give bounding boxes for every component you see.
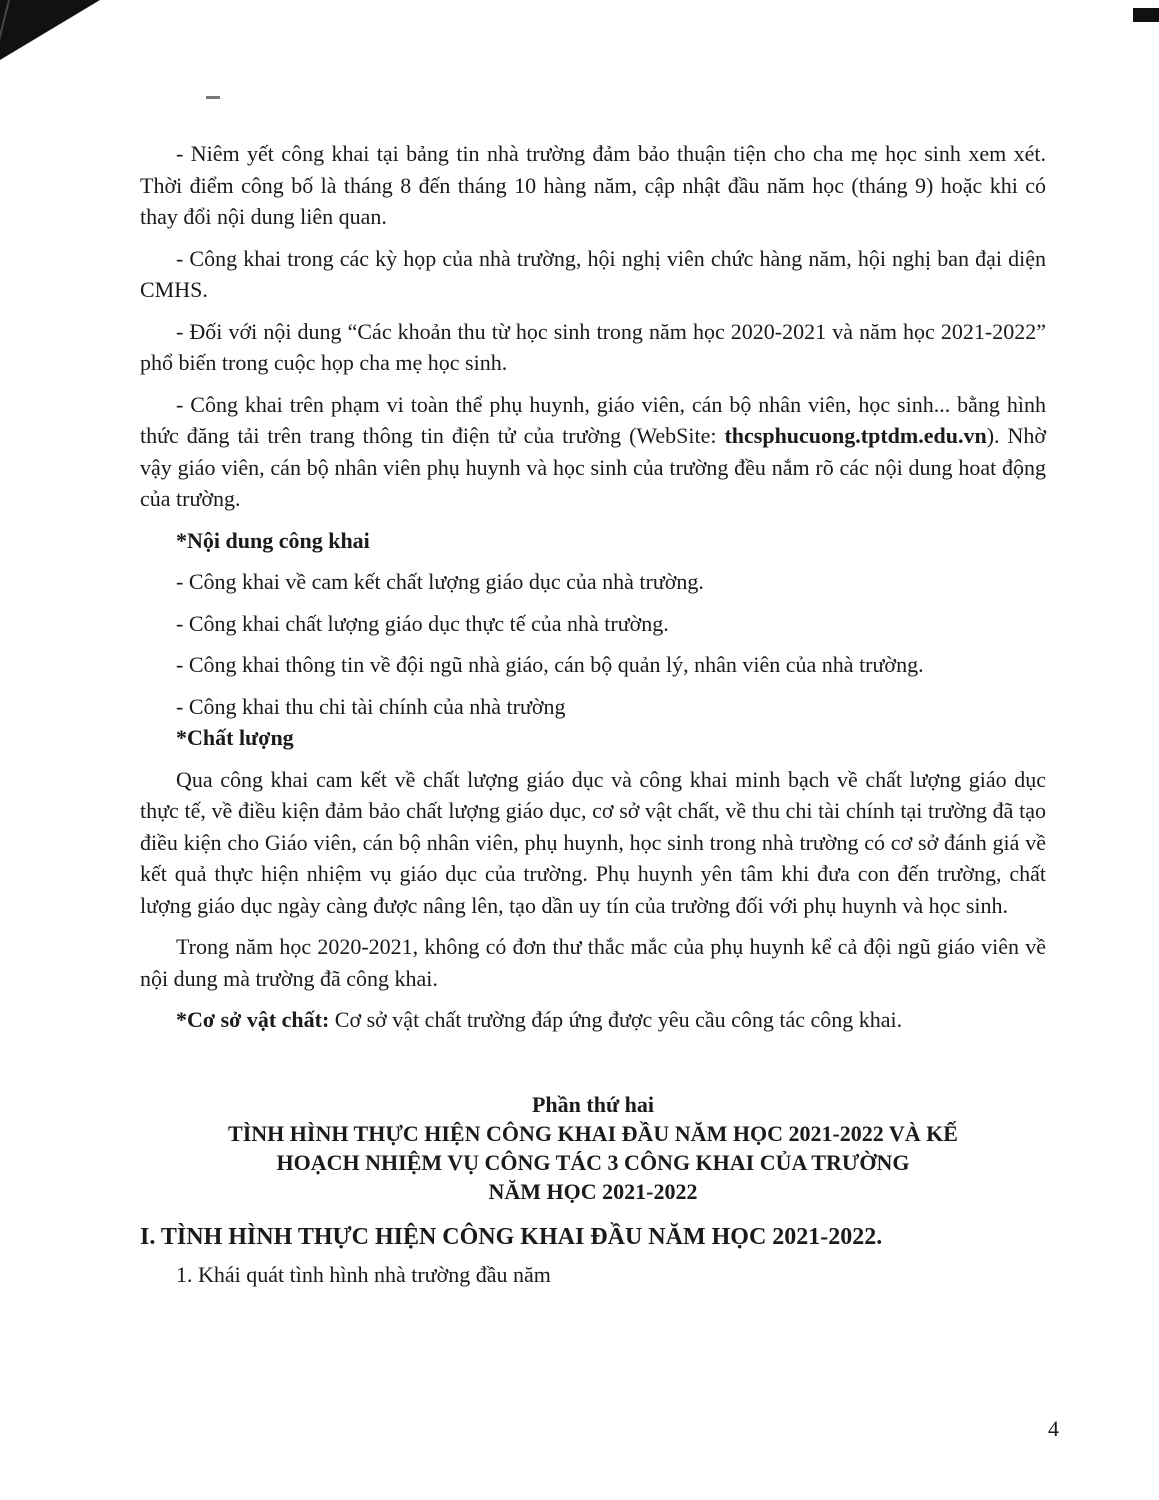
part-two-title-line2: HOẠCH NHIỆM VỤ CÔNG TÁC 3 CÔNG KHAI CỦA TRƯỜNG [276, 1149, 910, 1175]
facilities-text: Cơ sở vật chất trường đáp ứng được yêu cầu công tác công khai. [329, 1007, 903, 1032]
paragraph-meetings: - Công khai trong các kỳ họp của nhà trường, hội nghị viên chức hàng năm, hội nghị ban đại diện CMHS. [140, 245, 1046, 302]
paragraph-bulletin: - Niêm yết công khai tại bảng tin nhà trường đảm bảo thuận tiện cho cha mẹ học sinh xem xét. Thời điểm công bố là tháng 8 đến tháng 10 hàng năm, cập nhật đầu năm học (tháng 9) hoặc khi có thay đổi nội dung liên quan. [140, 141, 1046, 229]
part-two-title-line3: NĂM HỌC 2021-2022 [488, 1178, 698, 1204]
part-two-title-line1: TÌNH HÌNH THỰC HIỆN CÔNG KHAI ĐẦU NĂM HỌC 2021-2022 VÀ KẾ [228, 1120, 958, 1146]
heading-chat-luong: *Chất lượng [176, 725, 294, 750]
list-item: - Công khai về cam kết chất lượng giáo dục của nhà trường. [176, 569, 704, 594]
website-text-before: - Công khai trên phạm vi toàn thể phụ huynh, giáo viên, cán bộ nhân viên, học sinh... bằng hình thức đăng tải trên trang thông tin điện tử của trường (WebSite: [140, 391, 1046, 448]
part-two-label: Phần thứ hai [531, 1091, 655, 1117]
scan-corner-mark [0, 0, 100, 60]
list-item: - Công khai thu chi tài chính của nhà trường [176, 693, 566, 719]
website-link[interactable]: thcsphucuong.tptdm.edu.vn [724, 423, 987, 448]
scan-speck [206, 96, 220, 99]
section-one-item: 1. Khái quát tình hình nhà trường đầu năm [176, 1261, 551, 1287]
list-item: - Công khai chất lượng giáo dục thực tế của nhà trường. [176, 610, 669, 636]
section-one-title: I. TÌNH HÌNH THỰC HIỆN CÔNG KHAI ĐẦU NĂM HỌC 2021-2022. [140, 1223, 883, 1250]
document-body [140, 138, 1046, 1290]
website-text-after: ). Nhờ vậy giáo viên, cán bộ nhân viên phụ huynh và học sinh của trường đều nắm rõ các nội dung hoat động của trường. [140, 423, 1046, 511]
facilities-label: *Cơ sở vật chất: [176, 1007, 330, 1032]
paragraph-fees: - Đối với nội dung “Các khoản thu từ học sinh trong năm học 2020-2021 và năm học 2021-2022” phổ biến trong cuộc họp cha mẹ học sinh. [140, 318, 1046, 375]
paragraph-quality: Qua công khai cam kết về chất lượng giáo dục và công khai minh bạch về chất lượng giáo dục thực tế, về điều kiện đảm bảo chất lượng giáo dục, cơ sở vật chất, về thu chi tài chính tại trường đã tạo điều kiện cho Giáo viên, cán bộ nhân viên, phụ huynh, học sinh trong nhà trường có cơ sở đánh giá về kết quả thực hiện nhiệm vụ giáo dục của trường. Phụ huynh yên tâm khi đưa con đến trường, chất lượng giáo dục ngày càng được nâng lên, tạo dần uy tín của trường đối với phụ huynh và học sinh. [140, 766, 1046, 918]
paragraph-no-complaints: Trong năm học 2020-2021, không có đơn thư thắc mắc của phụ huynh kể cả đội ngũ giáo viên về nội dung mà trường đã công khai. [140, 934, 1046, 991]
paragraph-website [140, 389, 1046, 515]
list-item: - Công khai thông tin về đội ngũ nhà giáo, cán bộ quản lý, nhân viên của nhà trường. [176, 652, 924, 677]
paragraph-facilities [140, 1004, 1046, 1036]
page-number: 4 [1048, 1416, 1059, 1441]
scan-right-mark [1133, 8, 1159, 22]
spacer [140, 1046, 1046, 1090]
heading-noi-dung: *Nội dung công khai [176, 527, 370, 553]
